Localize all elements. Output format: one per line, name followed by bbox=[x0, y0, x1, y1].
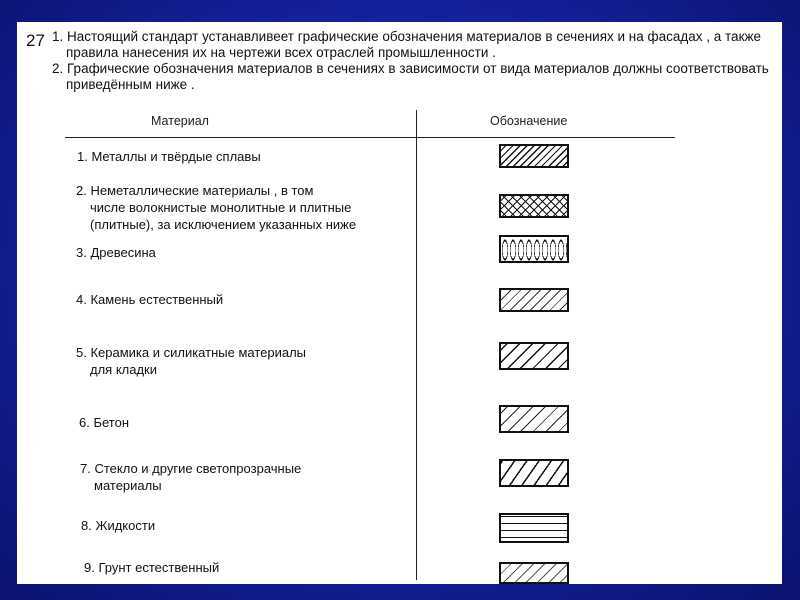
material-label: 2. Неметаллические материалы , в том bbox=[76, 183, 314, 198]
column-divider bbox=[416, 110, 417, 580]
material-label: для кладки bbox=[90, 362, 158, 377]
pattern-wood-rings bbox=[499, 235, 569, 263]
material-label: (плитные), за исключением указанных ниже bbox=[90, 217, 357, 232]
material-label: 5. Керамика и силикатные материалы bbox=[76, 345, 307, 360]
material-row-liquids bbox=[81, 517, 155, 534]
material-row-nonmetals bbox=[76, 182, 356, 233]
pattern-glass-hatch bbox=[499, 459, 569, 487]
material-label: материалы bbox=[94, 478, 162, 493]
column-header-material: Материал bbox=[151, 114, 209, 128]
column-header-symbol: Обозначение bbox=[490, 114, 568, 128]
material-row-soil bbox=[84, 559, 219, 576]
intro-text bbox=[52, 29, 772, 93]
slide-number: 27 bbox=[26, 31, 45, 50]
pattern-concrete-hatch bbox=[499, 405, 569, 433]
material-row-concrete bbox=[79, 414, 129, 431]
slide bbox=[17, 22, 782, 584]
material-row-wood bbox=[76, 244, 156, 261]
pattern-crosshatch bbox=[499, 194, 569, 218]
material-label: 9. Грунт естественный bbox=[84, 560, 220, 575]
material-label: 7. Стекло и другие светопрозрачные bbox=[80, 461, 302, 476]
material-label: 1. Металлы и твёрдые сплавы bbox=[77, 149, 261, 164]
pattern-metal-hatch bbox=[499, 144, 569, 168]
material-label: 6. Бетон bbox=[79, 415, 130, 430]
material-label: числе волокнистые монолитные и плитные bbox=[90, 200, 352, 215]
material-row-stone bbox=[76, 291, 223, 308]
pattern-soil-hatch bbox=[499, 562, 569, 584]
intro-paragraph-1: 1. Настоящий стандарт устанавливеет графические обозначения материалов в сечениях и на фасадах , а также правила нанесения их на чертежи всех отраслей промышленности . bbox=[52, 29, 762, 60]
material-row-metals bbox=[77, 148, 261, 165]
material-label: 3. Древесина bbox=[76, 245, 156, 260]
material-row-ceramics bbox=[76, 344, 306, 378]
header-rule bbox=[65, 137, 675, 138]
material-row-glass bbox=[80, 460, 301, 494]
intro-paragraph-2: 2. Графические обозначения материалов в сечениях в зависимости от вида материалов должны соответствовать приведённым ниже . bbox=[52, 61, 769, 92]
material-label: 4. Камень естественный bbox=[76, 292, 224, 307]
pattern-liquid-lines bbox=[499, 513, 569, 543]
material-label: 8. Жидкости bbox=[81, 518, 156, 533]
pattern-ceramic-hatch bbox=[499, 342, 569, 370]
pattern-stone-hatch bbox=[499, 288, 569, 312]
